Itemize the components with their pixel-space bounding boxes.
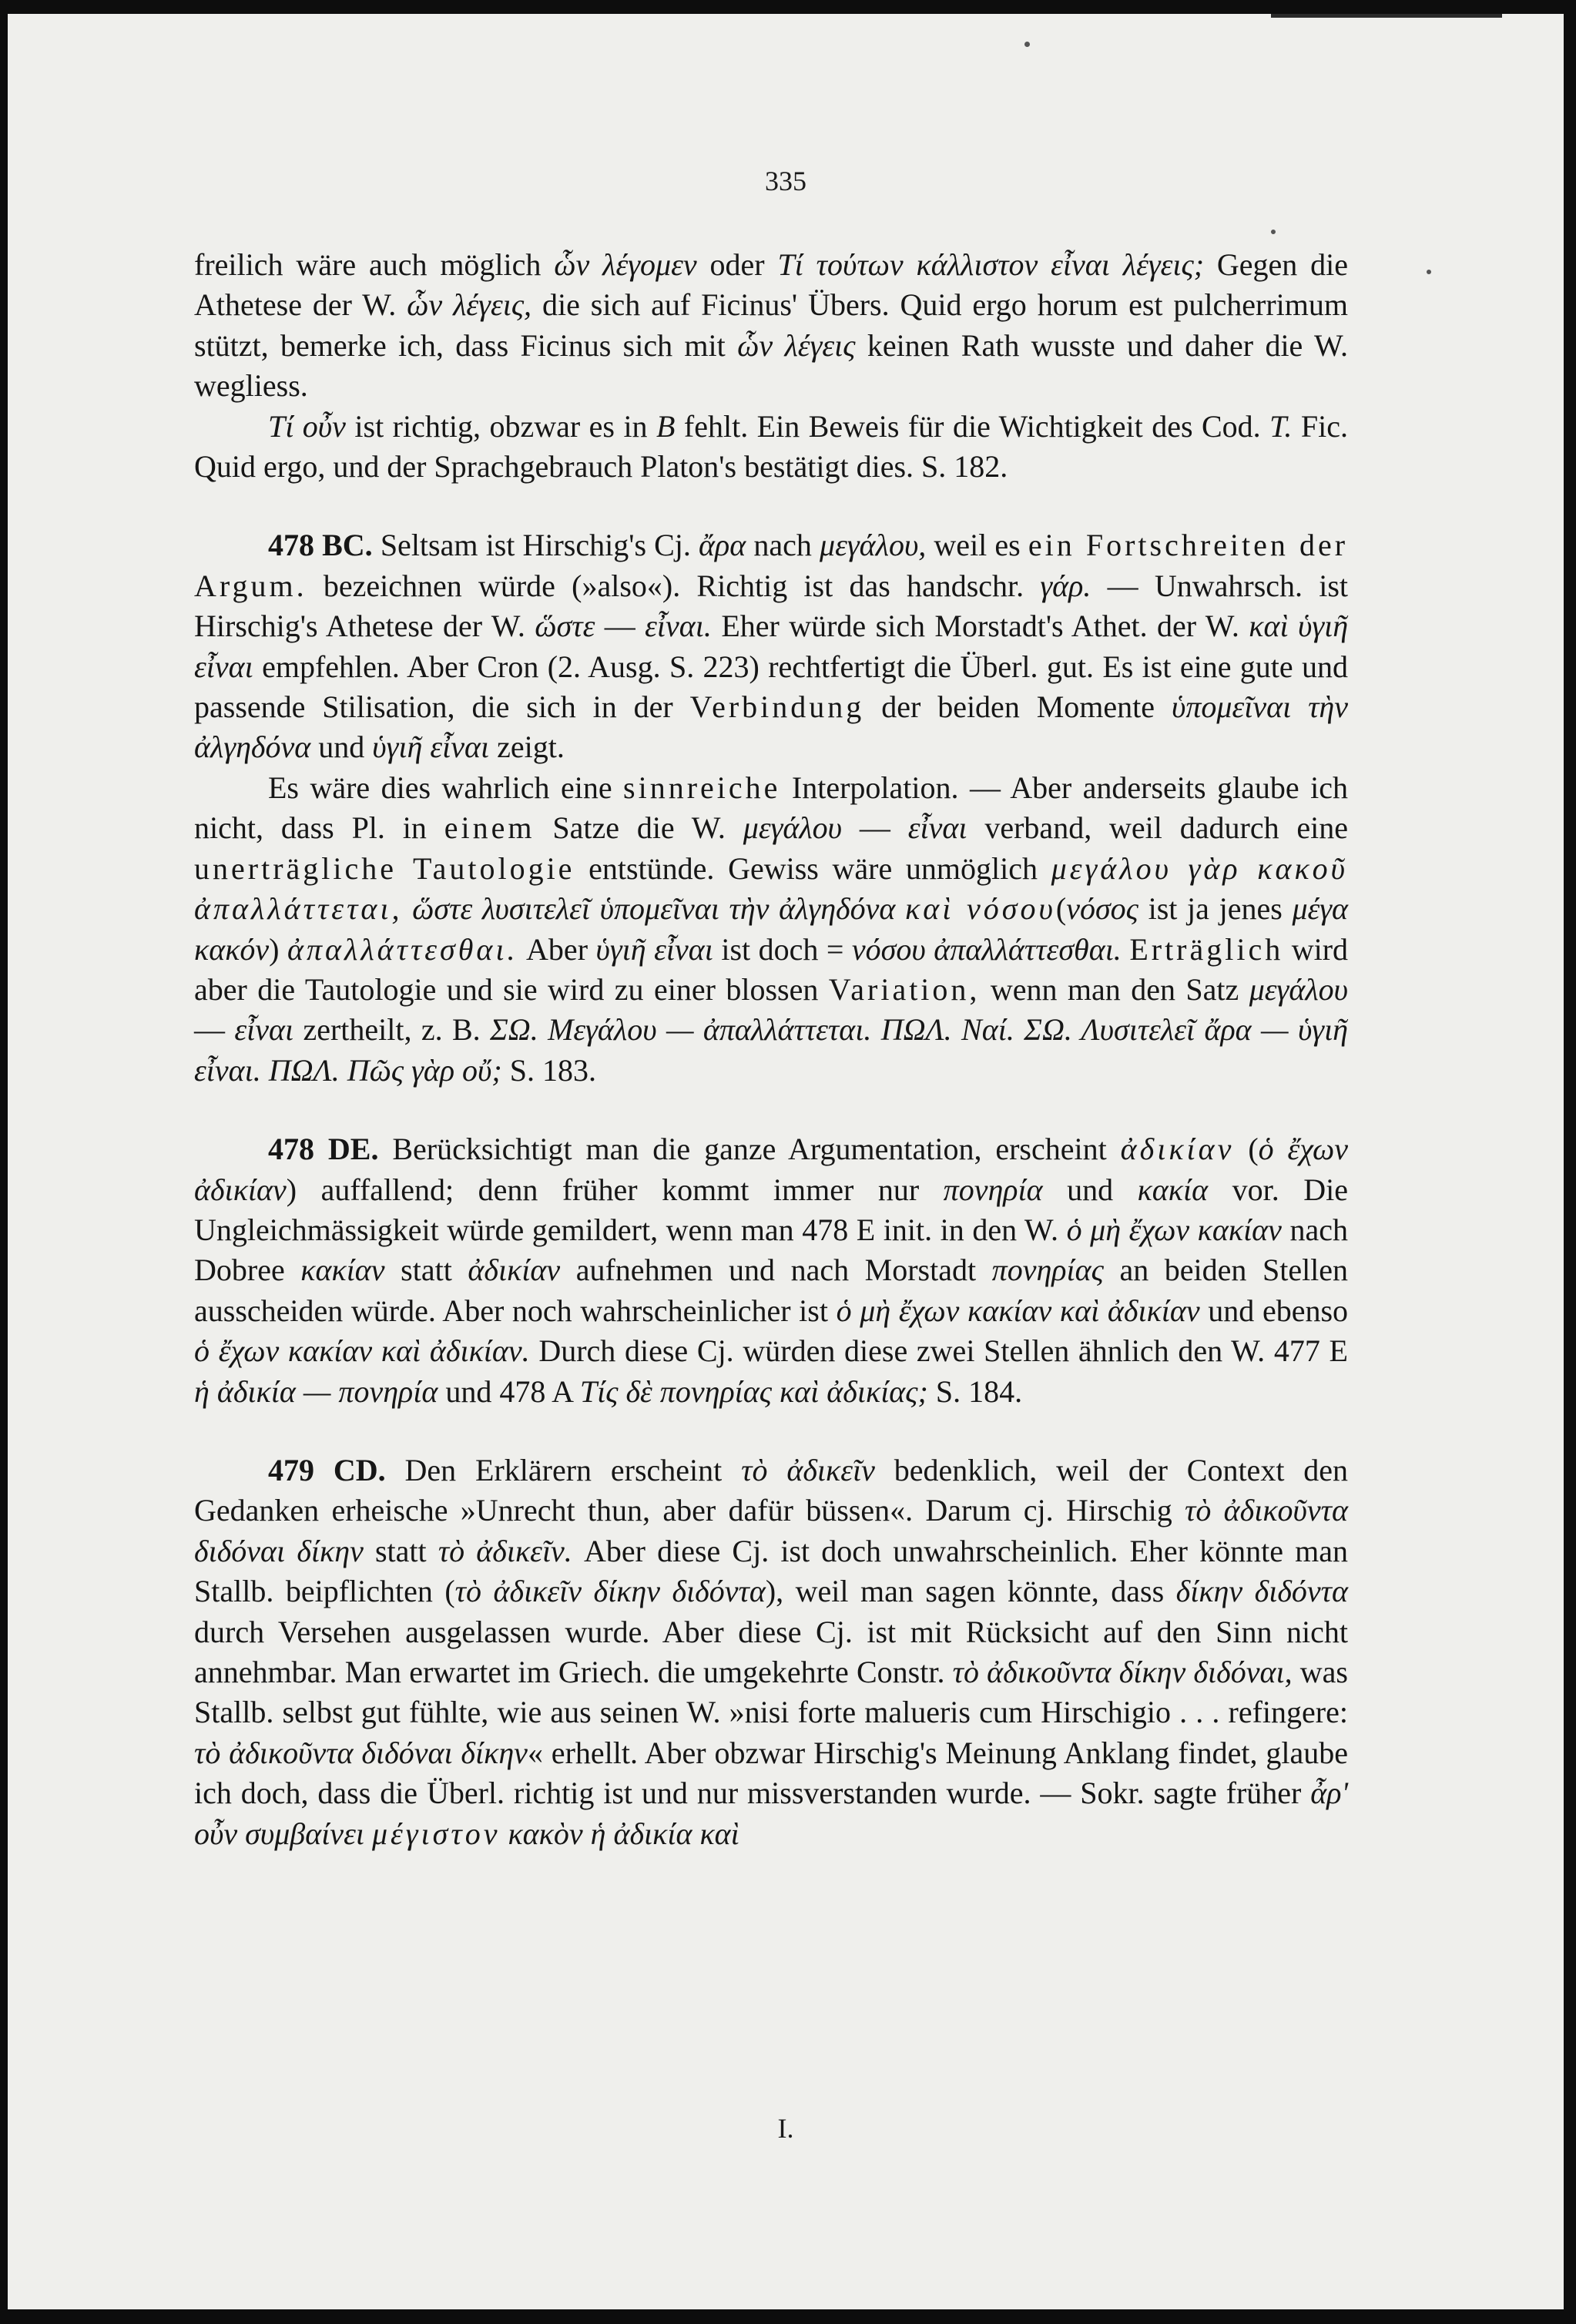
scan-speck <box>1024 42 1030 47</box>
text: zeigt. <box>497 729 565 765</box>
text: Fic. Quid ergo, und der Sprachgebrauch Platon's bestätigt dies. S. 182. <box>194 408 1348 485</box>
spaced-text: ein Fortschreiten der Argum. <box>194 528 1349 603</box>
spaced-text: Erträglich <box>1129 931 1284 967</box>
greek-text: τὸ ἀδικοῦντα διδόναι δίκην <box>194 1735 528 1770</box>
text: und ebenso <box>1208 1293 1349 1328</box>
text: freilich wäre auch möglich <box>194 247 542 282</box>
greek-text: καὶ νόσου <box>905 891 1056 927</box>
text: ( <box>1248 1132 1259 1167</box>
text: — <box>194 1012 225 1048</box>
paragraph <box>194 407 1348 488</box>
greek-text: εἶναι <box>234 1012 294 1048</box>
greek-text: ὁ ἔχων κακίαν καὶ ἀδικίαν. <box>194 1333 530 1369</box>
text: oder <box>709 247 765 282</box>
text: Den Erklärern erscheint <box>404 1452 723 1487</box>
text: Satze die W. <box>552 810 726 846</box>
greek-text: ὑγιῆ εἶναι <box>372 729 490 765</box>
greek-text: τὸ ἀδικεῖν <box>741 1452 875 1487</box>
greek-text: ὥστε <box>535 609 595 644</box>
section-number: 479 CD. <box>268 1452 386 1487</box>
text: ) auffallend; denn früher kommt immer nur <box>286 1172 920 1207</box>
greek-text: τὸ ἀδικοῦντα δίκην διδόναι, <box>952 1655 1293 1689</box>
signature-mark: I. <box>777 2113 794 2144</box>
text: nach <box>753 528 812 563</box>
page-number: 335 <box>765 166 806 196</box>
greek-text: πονηρίας <box>991 1253 1104 1288</box>
section-478bc <box>194 525 1348 767</box>
text: ist ja jenes <box>1148 891 1283 927</box>
scan-speck <box>1271 230 1276 234</box>
greek-text: μέγα κακόν <box>194 891 1349 967</box>
text: Es wäre dies wahrlich eine <box>268 770 612 805</box>
italic-text: B <box>656 408 676 444</box>
spaced-text: einem <box>444 810 535 846</box>
text: ) <box>269 931 280 967</box>
text: — Unwahrsch. ist Hirschig's Athetese der W. <box>194 568 1349 644</box>
text: an beiden Stellen ausscheiden würde. Aber noch wahrscheinlicher ist <box>194 1253 1349 1328</box>
italic-text: T. <box>1269 408 1293 444</box>
text: die sich auf Ficinus' Übers. Quid ergo horum est pulcherrimum stützt, bemerke ich, dass Ficinus sich mit <box>194 287 1349 363</box>
text: Berücksichtigt man die ganze Argumentation, erscheint <box>392 1132 1107 1167</box>
text: Eher würde sich Morstadt's Athet. der W. <box>721 609 1239 644</box>
section-478de <box>194 1129 1348 1412</box>
greek-text: νόσου ἀπαλλάττεσθαι. <box>851 931 1122 967</box>
text: bezeichnen würde (»also«). Richtig ist das handschr. <box>323 568 1024 603</box>
scan-edge-mark <box>1271 14 1502 18</box>
paragraph <box>194 768 1348 1091</box>
greek-text: Τί οὖν <box>268 408 346 444</box>
text: Gegen die Athetese der W. <box>194 247 1349 323</box>
text: und 478 A <box>445 1373 572 1409</box>
greek-text: ἀδικίαν <box>468 1253 561 1288</box>
spaced-text: Verbindung <box>689 689 865 725</box>
text: verband, weil dadurch eine <box>984 810 1349 846</box>
text: wird aber die Tautologie und sie wird zu einer blossen <box>194 931 1349 1007</box>
section-479cd <box>194 1450 1348 1854</box>
greek-text: μεγάλου <box>1249 971 1348 1007</box>
text: — <box>604 609 635 644</box>
text: S. 184. <box>935 1373 1023 1409</box>
text: vor. Die Ungleichmässigkeit würde gemildert, wenn man 478 E init. in den W. <box>194 1172 1348 1247</box>
greek-text: ὁ μὴ ἔχων κακίαν καὶ ἀδικίαν <box>836 1293 1200 1328</box>
paragraph <box>194 245 1348 407</box>
greek-text: κακίαν <box>300 1253 385 1288</box>
greek-text: μέγιστον <box>371 1816 501 1851</box>
body-text <box>194 245 1348 1854</box>
text: Seltsam ist Hirschig's Cj. <box>380 528 691 563</box>
text: und <box>318 729 365 765</box>
greek-text: Τί τούτων κάλλιστον εἶναι λέγεις; <box>777 247 1205 282</box>
text: — <box>859 810 890 846</box>
text: der beiden Momente <box>881 689 1155 725</box>
greek-text: ἡ ἀδικία — πονηρία <box>194 1373 438 1409</box>
greek-text: ὥστε λυσιτελεῖ ὑπομεῖναι τὴν ἀλγηδόνα <box>412 891 896 927</box>
text: Interpolation. — Aber anderseits glaube ich nicht, dass Pl. in <box>194 770 1348 846</box>
greek-text: τὸ ἀδικοῦντα διδόναι δίκην <box>194 1493 1348 1568</box>
text: weil es <box>934 528 1021 563</box>
greek-text: γάρ. <box>1040 568 1091 603</box>
greek-text: ὧν λέγομεν <box>554 247 697 282</box>
greek-text: τὸ ἀδικεῖν δίκην διδόντα <box>454 1574 766 1609</box>
greek-text: Τίς δὲ πονηρίας καὶ ἀδικίας; <box>579 1373 928 1409</box>
book-page <box>8 14 1564 2309</box>
text: S. 183. <box>509 1052 596 1088</box>
greek-text: εἶναι <box>907 810 967 846</box>
greek-text: κακὸν ἡ ἀδικία καὶ <box>508 1816 739 1851</box>
greek-text: εἶναι. <box>645 609 712 644</box>
text: durch Versehen ausgelassen wurde. Aber diese Cj. ist mit Rücksicht auf den Sinn nicht annehmbar. Man erwartet im Griech. die umgekehrte Constr. <box>194 1614 1348 1689</box>
text: Durch diese Cj. würden diese zwei Stellen ähnlich den W. 477 E <box>538 1333 1348 1369</box>
text: was Stallb. selbst gut fühlte, wie aus seinen W. »nisi forte malueris cum Hirschigio . . . refingere: <box>194 1655 1348 1730</box>
text: zertheilt, z. B. <box>303 1012 481 1048</box>
greek-text: δίκην διδόντα <box>1175 1574 1348 1609</box>
greek-text: ὧν λέγεις <box>737 327 856 363</box>
section-number: 478 DE. <box>268 1132 379 1167</box>
spaced-text: Variation, <box>828 971 981 1007</box>
text: wenn man den Satz <box>990 971 1239 1007</box>
section-number: 478 BC. <box>268 528 373 563</box>
greek-text: ἀδικίαν <box>1120 1132 1235 1167</box>
text: ( <box>1055 891 1067 927</box>
text: Aber diese Cj. ist doch unwahrscheinlich. Eher könnte man Stallb. beipflichten ( <box>194 1533 1349 1609</box>
greek-text: πονηρία <box>943 1172 1043 1207</box>
text: empfehlen. Aber Cron (2. Ausg. S. 223) rechtfertigt die Überl. gut. Es ist eine gute und passende Stilisation, die sich in der <box>194 649 1349 725</box>
spaced-text: sinnreiche <box>623 770 781 805</box>
text: und <box>1067 1172 1114 1207</box>
greek-text: ἆρ' οὖν συμβαίνει <box>194 1776 1349 1851</box>
greek-text: ἀπαλλάττεσθαι. <box>287 931 518 967</box>
greek-text: τὸ ἀδικεῖν. <box>438 1533 572 1568</box>
greek-text: ἄρα <box>699 528 746 563</box>
text: Aber <box>526 931 588 967</box>
text: « erhellt. Aber obzwar Hirschig's Meinung Anklang findet, glaube ich doch, dass die Überl. richtig ist und nur missverstanden wurde. — Sokr. sagte früher <box>194 1735 1348 1811</box>
text: statt <box>401 1253 452 1288</box>
greek-text: ὧν λέγεις, <box>407 287 532 323</box>
greek-text: μεγάλου, <box>820 528 927 563</box>
greek-text: κακία <box>1137 1172 1209 1207</box>
text: keinen Rath wusste und daher die W. wegliess. <box>194 327 1349 404</box>
greek-text: νόσος <box>1066 891 1138 927</box>
greek-text: ὁ ἔχων ἀδικίαν <box>194 1132 1349 1207</box>
greek-text: καὶ ὑγιῆ εἶναι <box>194 609 1349 684</box>
greek-text: μεγάλου <box>743 810 843 846</box>
spaced-text: unerträgliche Tautologie <box>194 850 575 886</box>
text: ist richtig, obzwar es in <box>354 408 648 444</box>
greek-text: ὁ μὴ ἔχων κακίαν <box>1066 1212 1282 1247</box>
text: bedenklich, weil der Context den Gedanken erheische »Unrecht thun, aber dafür büssen«. Darum cj. Hirschig <box>194 1452 1349 1528</box>
text: nach Dobree <box>194 1212 1349 1288</box>
scan-speck <box>1427 270 1431 274</box>
text: fehlt. Ein Beweis für die Wichtigkeit des Cod. <box>683 408 1261 444</box>
text: aufnehmen und nach Morstadt <box>575 1253 977 1288</box>
greek-text: μεγάλου γὰρ κακοῦ ἀπαλλάττεται, <box>194 850 1348 927</box>
greek-text: ὑπομεῖναι τὴν ἀλγηδόνα <box>194 689 1349 765</box>
text: entstünde. Gewiss wäre unmöglich <box>588 850 1038 886</box>
greek-text: ὑγιῆ εἶναι <box>595 931 713 967</box>
greek-text: ΣΩ. Μεγάλου — ἀπαλλάττεται. ΠΩΛ. Ναί. ΣΩ. Λυσιτελεῖ ἄρα — ὑγιῆ εἶναι. ΠΩΛ. Πῶς γὰρ οὔ; <box>194 1012 1349 1088</box>
text: ), weil man sagen könnte, dass <box>765 1574 1165 1609</box>
text: ist doch = <box>721 931 844 967</box>
text: statt <box>374 1533 427 1568</box>
